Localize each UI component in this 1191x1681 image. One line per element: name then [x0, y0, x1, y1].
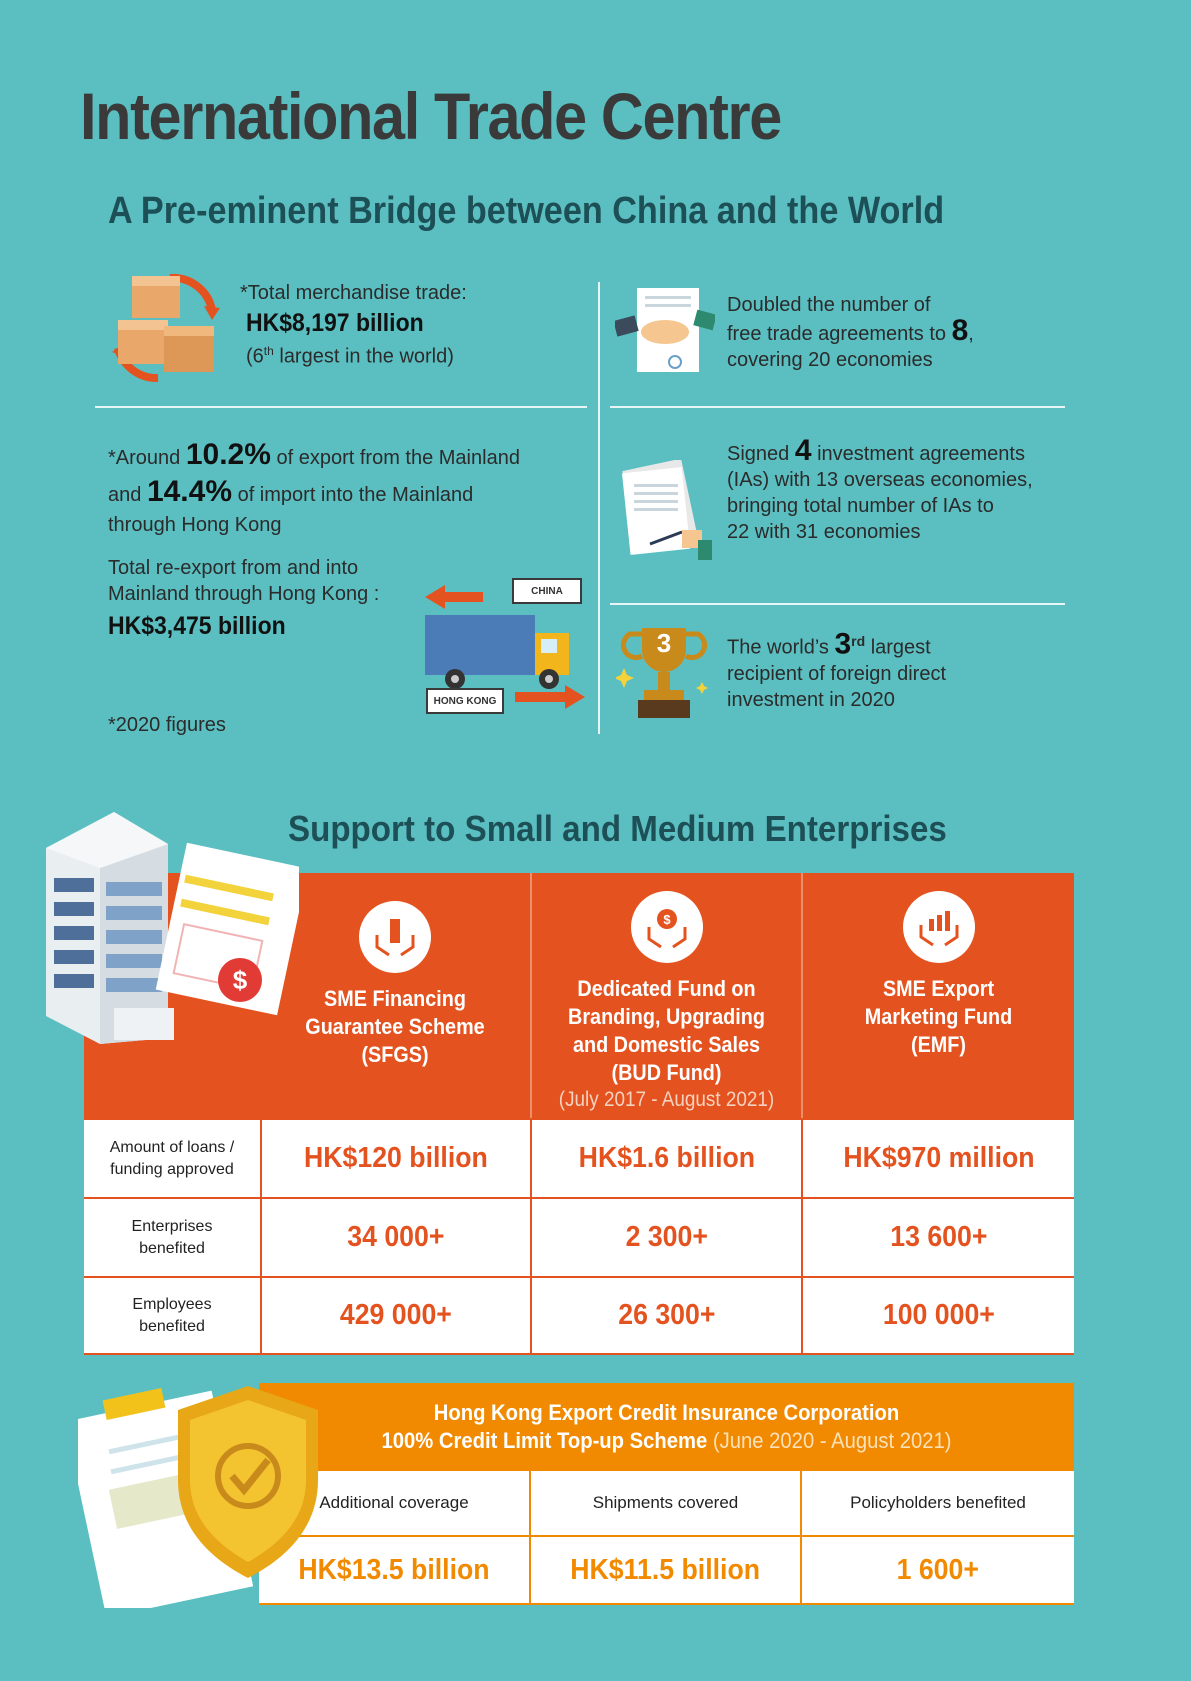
merchandise-note-sup: th	[263, 344, 274, 358]
table-cell	[531, 1537, 800, 1603]
sme-column-sfgs	[260, 873, 530, 1118]
column-name: Marketing Fund	[864, 1004, 1013, 1029]
building-hands-icon	[359, 901, 431, 973]
row-label	[84, 1120, 260, 1197]
export-import-stat	[108, 438, 520, 538]
trophy-number: 3	[656, 628, 672, 658]
reexport-stat	[108, 555, 379, 641]
table-cell	[532, 1199, 801, 1276]
ecic-label: Policyholders benefited	[850, 1493, 1026, 1512]
column-name: SME Financing	[324, 986, 466, 1011]
table-row	[84, 1197, 1074, 1276]
reexport-line: Mainland through Hong Kong :	[108, 583, 380, 605]
ia-text: (IAs) with 13 overseas economies,	[727, 469, 1033, 491]
ia-text: Signed	[727, 443, 795, 465]
hongkong-label: HONG KONG	[433, 696, 497, 707]
cell-value: HK$1.6 billion	[578, 1142, 755, 1174]
table-row	[84, 1118, 1074, 1197]
ecic-scheme: 100% Credit Limit Top-up Scheme	[381, 1428, 708, 1453]
page-title: International Trade Centre	[80, 79, 781, 153]
ecic-value: HK$13.5 billion	[298, 1553, 490, 1586]
reexport-amount: HK$3,475 billion	[108, 612, 286, 640]
ei-text: through Hong Kong	[108, 514, 282, 536]
chart-hands-icon	[903, 891, 975, 963]
ecic-value-row	[259, 1535, 1074, 1605]
column-name: Dedicated Fund on	[577, 976, 756, 1001]
ia-text: investment agreements	[811, 443, 1025, 465]
table-cell	[262, 1120, 530, 1197]
row-label	[84, 1199, 260, 1276]
table-cell	[802, 1537, 1074, 1603]
row-label-line: Enterprises	[131, 1217, 213, 1235]
handshake-agreement-icon	[615, 282, 715, 378]
table-cell	[531, 1471, 800, 1535]
cell-value: 2 300+	[625, 1221, 708, 1253]
fdi-number: 3	[834, 627, 852, 661]
ecic-value: HK$11.5 billion	[570, 1553, 761, 1586]
ei-text: of export from the Mainland	[270, 447, 520, 469]
sme-column-emf	[803, 873, 1074, 1118]
column-name: (EMF)	[911, 1032, 966, 1057]
row-label-line: funding approved	[110, 1160, 234, 1178]
fdi-text: largest	[865, 636, 931, 659]
row-label-line: benefited	[139, 1239, 205, 1257]
column-name: and Domestic Sales	[572, 1032, 761, 1057]
divider	[610, 603, 1065, 605]
column-period: (July 2017 - August 2021)	[558, 1088, 775, 1111]
cell-value: HK$970 million	[842, 1142, 1035, 1174]
cell-value: 100 000+	[882, 1299, 995, 1331]
row-label-line: Employees	[132, 1295, 212, 1313]
column-name: (SFGS)	[361, 1042, 429, 1067]
row-label	[84, 1278, 260, 1353]
ecic-header	[259, 1383, 1074, 1469]
divider	[610, 406, 1065, 408]
fta-line: Doubled the number of	[727, 294, 931, 316]
svg-text:$: $	[662, 912, 671, 927]
ei-text: and	[108, 484, 147, 506]
table-cell	[803, 1120, 1074, 1197]
cell-value: 26 300+	[617, 1299, 716, 1331]
footnote: *2020 figures	[108, 714, 226, 736]
signing-documents-icon	[612, 460, 712, 570]
sme-section-title: Support to Small and Medium Enterprises	[288, 808, 947, 849]
ecic-title: Hong Kong Export Credit Insurance Corporation	[433, 1400, 900, 1425]
import-percent: 14.4%	[146, 475, 233, 508]
fdi-text: The world’s	[727, 636, 835, 659]
ei-text: *Around	[108, 447, 186, 469]
merchandise-label: *Total merchandise trade:	[240, 282, 467, 304]
row-label-line: Amount of loans /	[109, 1138, 235, 1156]
office-building-icon	[44, 808, 299, 1050]
fdi-sup: rd	[851, 633, 866, 649]
table-cell	[262, 1278, 530, 1353]
table-cell	[803, 1278, 1074, 1353]
merchandise-note-rest: largest in the world)	[273, 345, 454, 368]
page-subtitle: A Pre-eminent Bridge between China and the World	[108, 190, 945, 232]
sme-column-bud	[532, 873, 801, 1118]
ecic-value: 1 600+	[896, 1553, 980, 1586]
ecic-label: Shipments covered	[592, 1493, 739, 1512]
ecic-label-row	[259, 1469, 1074, 1535]
fta-stat	[727, 292, 974, 373]
table-cell	[532, 1278, 801, 1353]
fta-number: 8	[951, 314, 969, 347]
fta-line: covering 20 economies	[727, 349, 933, 371]
reexport-line: Total re-export from and into	[108, 557, 359, 579]
clipboard-shield-icon	[78, 1380, 326, 1608]
column-name: Branding, Upgrading	[568, 1004, 765, 1029]
ia-text: 22 with 31 economies	[727, 521, 921, 543]
column-name: SME Export	[882, 976, 995, 1001]
table-cell	[262, 1199, 530, 1276]
table-cell	[803, 1199, 1074, 1276]
coin-hands-icon	[631, 891, 703, 963]
table-cell	[532, 1120, 801, 1197]
ia-stat	[727, 434, 1033, 545]
column-name: Guarantee Scheme	[305, 1014, 485, 1039]
divider-vertical	[598, 282, 600, 734]
cell-value: 13 600+	[889, 1221, 988, 1253]
row-label-line: benefited	[139, 1317, 205, 1335]
table-cell	[802, 1471, 1074, 1535]
table-row	[84, 1276, 1074, 1355]
merchandise-amount: HK$8,197 billion	[246, 309, 424, 337]
divider	[95, 406, 587, 408]
fta-comma: ,	[968, 323, 974, 345]
svg-text:$: $	[232, 965, 248, 995]
ecic-table	[259, 1383, 1074, 1605]
china-label: CHINA	[531, 586, 563, 597]
fdi-text: recipient of foreign direct	[727, 662, 947, 685]
fta-line: free trade agreements to	[727, 323, 952, 345]
ecic-label: Additional coverage	[319, 1493, 469, 1512]
fdi-text: investment in 2020	[727, 688, 895, 711]
merchandise-note: (6	[246, 345, 264, 368]
ia-text: bringing total number of IAs to	[727, 495, 994, 517]
boxes-icon	[108, 268, 228, 386]
ia-number: 4	[794, 434, 812, 467]
cell-value: HK$120 billion	[304, 1142, 488, 1174]
cell-value: 429 000+	[339, 1299, 453, 1331]
merchandise-stat	[240, 280, 467, 370]
ei-text: of import into the Mainland	[232, 484, 474, 506]
ecic-period: (June 2020 - August 2021)	[707, 1428, 952, 1453]
export-percent: 10.2%	[185, 438, 271, 471]
column-name: (BUD Fund)	[611, 1060, 722, 1085]
fdi-stat	[727, 628, 946, 713]
cell-value: 34 000+	[347, 1221, 445, 1253]
